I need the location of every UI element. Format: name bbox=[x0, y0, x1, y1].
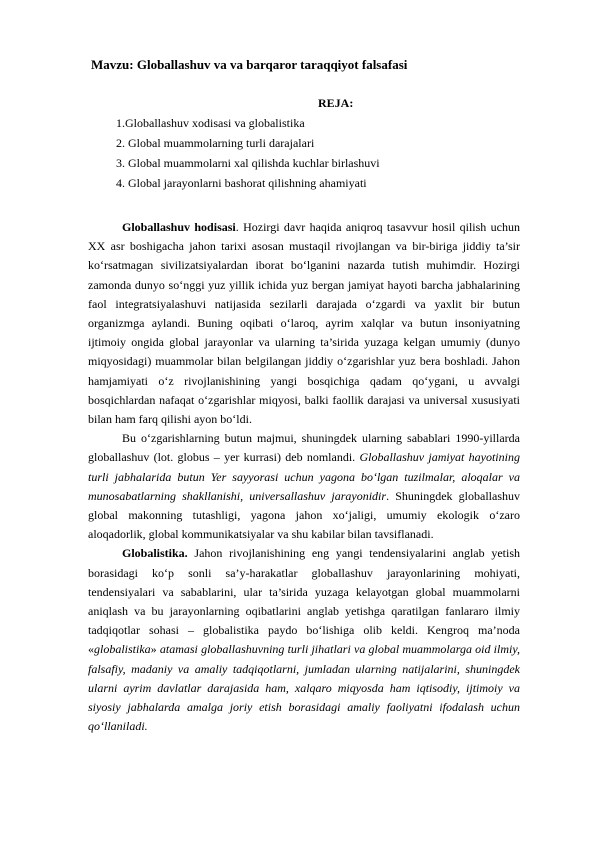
plan-item: 1.Globallashuv xodisasi va globalistika bbox=[116, 116, 305, 130]
term-globalistika: Globalistika. bbox=[122, 546, 188, 561]
plan-heading: REJA: bbox=[318, 96, 354, 110]
term-italic: globalistika bbox=[94, 642, 151, 657]
paragraph-text: . Hozirgi davr haqida aniqroq tasavvur hosil qilish uchun XX asr boshigacha jahon tarixi asosan mustaqil rivojlangan va bir-biriga jiddiy ta’sir ko‘rsatmagan sivilizatsiyalardan iborat bo‘lganini nazarda tutish muhimdir. Hozirgi zamonda dunyo so‘nggi yuz yillik ichida yuz bergan jamiyat hayoti barcha jabhalarining faol integratsiyalashuvi natijasida sezilarli darajada o‘zgardi va yaxlit bir butun organizmga aylandi. Buning oqibati o‘laroq, ayrim xalqlar va butun insoniyatning ijtimoiy ongida global jarayonlar va ularning ta’sirida yuzaga kelgan umumiy (dunyo miqyosidagi) muammolar bilan belgilangan jiddiy o‘zgarishlar yuz bera boshladi. Jahon hamjamiyati o‘z rivojlanishining yangi bosqichiga qadam qo‘ygani, u avvalgi bosqichlardan nafaqat o‘zgarishlar miqyosi, balki faollik darajasi va universal xususiyati bilan ham farq qilishi ayon bo‘ldi. bbox=[88, 220, 520, 427]
plan-list bbox=[116, 113, 380, 193]
definition-italic: atamasi globallashuvning turli jihatlari va global muammolarga oid ilmiy, falsafiy, madaniy va amaliy tadqiqotlarni, jumladan ularning natijalarini, shuningdek ularni ayrim davlatlar darajasida ham, xalqaro miqyosda ham iqtisodiy, ijtimoiy va siyosiy jabhalarda amalga joriy etish borasidagi amaliy faoliyatni ifodalash uchun qo‘llaniladi. bbox=[88, 642, 520, 734]
paragraph-definition bbox=[88, 429, 520, 544]
topic-title: Mavzu: Globallashuv va va barqaror taraqqiyot falsafasi bbox=[91, 57, 408, 72]
paragraph-text: . Shuningdek globallashuv global makonning tutashligi, yagona jahon xo‘jaligi, umumiy ekologik o‘zaro aloqadorlik, global kommunikatsiyalar va shu kabilar bilan tavsiflanadi. bbox=[88, 488, 520, 542]
plan-item: 2. Global muammolarning turli darajalari bbox=[116, 136, 315, 150]
definition-italic: Globallashuv jamiyat hayotining turli jabhalarida butun Yer sayyorasi uchun yagona bo‘lgan tuzilmalar, aloqalar va munosabatlarning shakllanishi, universallashuv jarayonidir bbox=[88, 450, 520, 503]
paragraph-text: Bu o‘zgarishlarning butun majmui, shuningdek ularning sabablari 1990-yillarda globallashuv (lot. globus – yer kurrasi) deb nomlandi. bbox=[88, 431, 520, 465]
paragraph-globalization bbox=[88, 218, 520, 429]
paragraph-globalistika bbox=[88, 544, 520, 736]
paragraph-text: » bbox=[150, 642, 160, 657]
plan-item: 3. Global muammolarni xal qilishda kuchlar birlashuvi bbox=[116, 156, 380, 170]
paragraph-text: Jahon rivojlanishining eng yangi tendensiyalarini anglab yetish borasidagi ko‘p sonli sa’y-harakatlar globallashuv jarayonlarining mohiyati, tendensiyalari va sabablarini, ular ta’sirida yuzaga kelayotgan global muammolarni aniqlash va bu jarayonlarning oqibatlarini anglab yetishga qaratilgan fanlararo ilmiy tadqiqotlar sohasi – globalistika paydo bo‘lishiga olib keldi. Kengroq ma’noda « bbox=[88, 546, 520, 657]
term-globallashuv-hodisasi: Globallashuv hodisasi bbox=[122, 220, 236, 234]
plan-item: 4. Global jarayonlarni bashorat qilishning ahamiyati bbox=[116, 176, 367, 190]
document-body bbox=[88, 218, 520, 736]
